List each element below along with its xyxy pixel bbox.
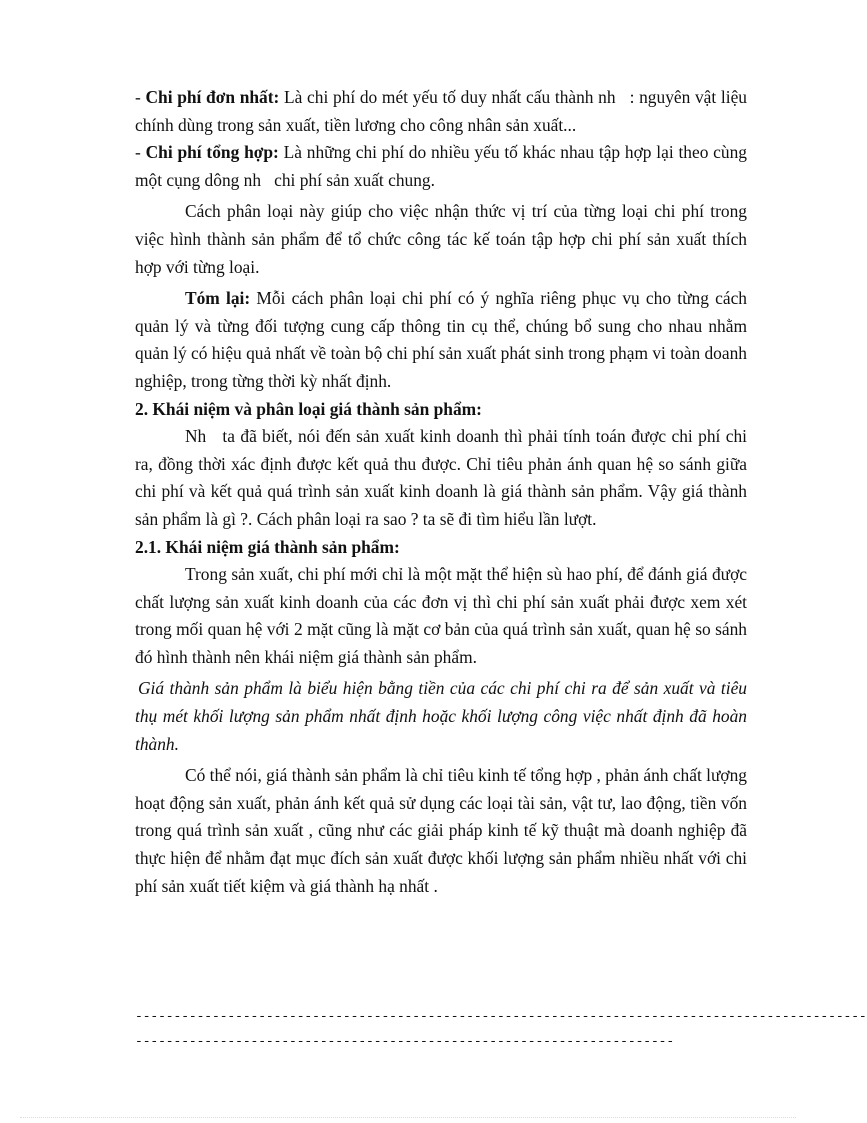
section-heading-2-1: 2.1. Khái niệm giá thành sản phẩm:: [135, 536, 400, 557]
paragraph-cost-concept: Trong sản xuất, chi phí mới chỉ là một mặt thể hiện sù hao phí, để đánh giá được chất lượng sản xuất kinh doanh của các đơn vị thì chi phí sản xuất phải được xem xét trong mối quan hệ với 2 mặt cũng là mặt cơ bản của quá trình sản xuất, quan hệ so sánh đó hình thành nên khái niệm giá thành sản phẩm.: [135, 564, 747, 667]
paragraph-introduction: Nh ta đã biết, nói đến sản xuất kinh doanh thì phải tính toán được chi phí chi ra, đồng thời xác định được kết quả thu được. Chỉ tiêu phản ánh quan hệ so sánh giữa chi phí và kết quả quá trình sản xuất kinh doanh là giá thành sản phẩm. Vậy giá thành sản phẩm là gì ?. Cách phân loại ra sao ? ta sẽ đi tìm hiểu lần lượt.: [135, 426, 747, 529]
paragraph-definition: Giá thành sản phẩm là biểu hiện bằng tiền của các chi phí chi ra để sản xuất và tiêu thụ mét khối lượng sản phẩm nhất định hoặc khối lượng công việc nhất định đã hoàn thành.: [135, 678, 747, 754]
paragraph-conclusion: Có thể nói, giá thành sản phẩm là chỉ tiêu kinh tế tổng hợp , phản ánh chất lượng hoạt động sản xuất, phản ánh kết quả sử dụng các loại tài sản, vật tư, lao động, tiền vốn trong quá trình sản xuất , cũng như các giải pháp kinh tế kỹ thuật mà doanh nghiệp đã thực hiện để nhằm đạt mục đích sản xuất được khối lượng sản phẩm nhiều nhất với chi phí sản xuất tiết kiệm và giá thành hạ nhất .: [135, 765, 747, 896]
single-cost-text: Là chi phí do mét yếu tố duy nhất cấu thành nh : nguyên vật liệu chính dùng trong sản xuất, tiền lương cho công nhân sản xuất...: [135, 87, 747, 135]
summary-text: Mỗi cách phân loại chi phí có ý nghĩa riêng phục vụ cho từng cách quản lý và từng đối tượng cung cấp thông tin cụ thể, chúng bổ sung cho nhau nhằm quản lý có hiệu quả nhất về toàn bộ chi phí sản xuất phát sinh trong phạm vi toàn doanh nghiệp, trong từng thời kỳ nhất định.: [135, 288, 747, 391]
term-aggregate-cost: Chi phí tổng hợp:: [145, 142, 279, 163]
page-bottom-border: [20, 1117, 796, 1118]
paragraph-aggregate-cost: - Chi phí tổng hợp: Là những chi phí do nhiều yếu tố khác nhau tập hợp lại theo cùng một cụng dông nh chi phí sản xuất chung.: [135, 142, 747, 190]
term-summary: Tóm lại:: [185, 288, 251, 309]
paragraph-classification-benefit: Cách phân loại này giúp cho việc nhận thức vị trí của từng loại chi phí trong việc hình thành sản phẩm để tổ chức công tác kế toán tập hợp chi phí sản xuất thích hợp với từng loại.: [135, 201, 747, 277]
footer-dashed-rule-2: ----------------------------------------------------------------------: [135, 1034, 675, 1049]
footer-dashed-rule-1: -----------------------------------------------------------------------------------------------: [135, 1009, 867, 1024]
aggregate-cost-text: Là những chi phí do nhiều yếu tố khác nhau tập hợp lại theo cùng một cụng dông nh chi phí sản xuất chung.: [135, 142, 747, 190]
section-heading-2: 2. Khái niệm và phân loại giá thành sản phẩm:: [135, 398, 482, 419]
paragraph-summary: [135, 285, 747, 395]
paragraph-single-cost: - Chi phí đơn nhất: Là chi phí do mét yếu tố duy nhất cấu thành nh : nguyên vật liệu chính dùng trong sản xuất, tiền lương cho công nhân sản xuất...: [135, 87, 747, 135]
document-body: [135, 84, 747, 900]
term-single-cost: Chi phí đơn nhất:: [145, 87, 280, 107]
